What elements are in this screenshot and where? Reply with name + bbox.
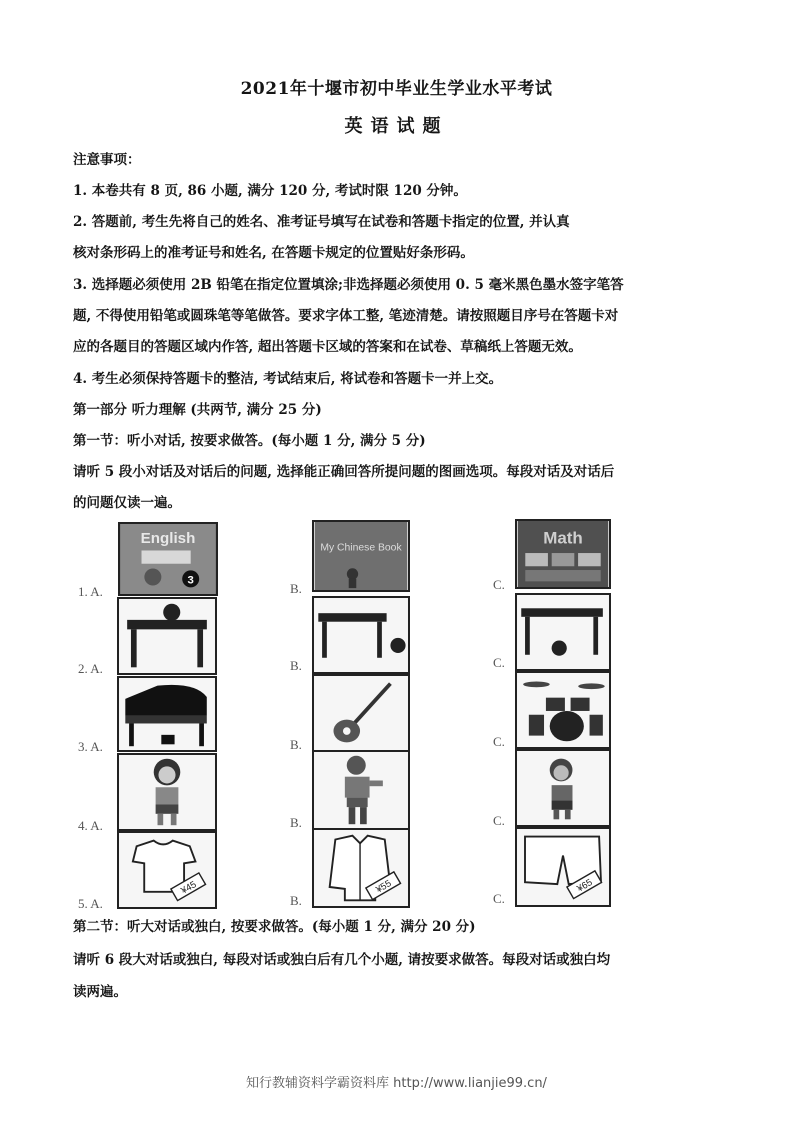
question-4-label-b: B. <box>290 815 302 830</box>
question-2-label-b: B. <box>290 658 302 673</box>
note-item-4: 4. 考生必须保持答题卡的整洁, 考试结束后, 将试卷和答题卡一并上交。 <box>73 371 503 387</box>
price-tag-c: ¥65 <box>575 877 595 895</box>
book-english-title: English <box>140 529 196 547</box>
question-4-label-c: C. <box>493 813 505 828</box>
book-math-icon[interactable] <box>515 519 611 589</box>
question-5-label-a: 5. A. <box>78 896 103 911</box>
question-1-label-b: B. <box>290 581 302 596</box>
ball-under-table-icon[interactable] <box>515 593 611 671</box>
guitar-icon[interactable] <box>312 674 410 752</box>
book-math-title: Math <box>543 528 583 548</box>
boy-curly-hair-icon[interactable] <box>117 753 217 831</box>
note-item-3-line-3: 应的各题目的答题区域内作答, 超出答题卡区域的答案和在试卷、草稿纸上答题无效。 <box>73 339 582 355</box>
section1-heading: 第一节：听小对话, 按要求做答。(每小题 1 分, 满分 5 分) <box>73 433 426 449</box>
question-3-label-b: B. <box>290 737 302 752</box>
price-tag-b: ¥55 <box>374 878 394 896</box>
note-item-3-line-1: 3. 选择题必须使用 2B 铅笔在指定位置填涂;非选择题必须使用 0. 5 毫米黑色墨水签字笔答 <box>73 277 624 293</box>
note-item-2-line-2: 核对条形码上的准考证号和姓名, 在答题卡规定的位置贴好条形码。 <box>73 245 474 261</box>
footer-watermark: 知行教辅资料学霸资料库 http://www.lianjie99.cn/ <box>246 1076 547 1091</box>
price-tag-a: ¥45 <box>179 879 199 897</box>
ball-beside-table-icon[interactable] <box>312 596 410 674</box>
section1-instructions-line-1: 请听 5 段小对话及对话后的问题, 选择能正确回答所提问题的图画选项。每段对话及对话后 <box>73 464 615 480</box>
book-english-number: 3 <box>187 574 194 587</box>
boy-tall-icon[interactable] <box>312 750 410 830</box>
section2-heading: 第二节：听大对话或独白, 按要求做答。(每小题 1 分, 满分 20 分) <box>73 919 476 935</box>
question-2-label-c: C. <box>493 655 505 670</box>
piano-icon[interactable] <box>117 676 217 752</box>
drum-set-icon[interactable] <box>515 671 611 749</box>
boy-short-icon[interactable] <box>515 749 611 827</box>
note-item-2-line-1: 2. 答题前, 考生先将自己的姓名、准考证号填写在试卷和答题卡指定的位置, 并认真 <box>73 214 570 230</box>
page-subtitle: 英语试题 <box>344 116 449 137</box>
notes-heading: 注意事项： <box>73 152 141 168</box>
tshirt-price-icon[interactable] <box>117 831 217 909</box>
question-5-label-b: B. <box>290 893 302 908</box>
question-3-label-c: C. <box>493 734 505 749</box>
page-title: 2021年十堰市初中毕业生学业水平考试 <box>240 79 553 99</box>
shirt-price-icon[interactable] <box>312 828 410 908</box>
question-1-label-c: C. <box>493 577 505 592</box>
section1-instructions-line-2: 的问题仅读一遍。 <box>73 495 181 511</box>
question-5-label-c: C. <box>493 891 505 906</box>
book-chinese-title: My Chinese Book <box>320 542 402 554</box>
question-4-label-a: 4. A. <box>78 818 103 833</box>
question-2-label-a: 2. A. <box>78 661 103 676</box>
note-item-3-line-2: 题, 不得使用铅笔或圆珠笔等笔做答。要求字体工整, 笔迹清楚。请按照题目序号在答题卡对 <box>73 308 619 324</box>
part1-heading: 第一部分 听力理解 (共两节, 满分 25 分) <box>73 402 322 418</box>
section2-instructions-line-2: 读两遍。 <box>73 984 127 1000</box>
book-my-chinese-icon[interactable] <box>312 520 410 592</box>
book-english-icon[interactable] <box>118 522 218 596</box>
ball-on-table-icon[interactable] <box>117 597 217 675</box>
note-item-1: 1. 本卷共有 8 页, 86 小题, 满分 120 分, 考试时限 120 分钟。 <box>73 183 467 199</box>
section2-instructions-line-1: 请听 6 段大对话或独白, 每段对话或独白后有几个小题, 请按要求做答。每段对话或独白均 <box>73 952 611 968</box>
question-3-label-a: 3. A. <box>78 739 103 754</box>
question-1-label-a: 1. A. <box>78 584 103 599</box>
shorts-price-icon[interactable] <box>515 827 611 907</box>
